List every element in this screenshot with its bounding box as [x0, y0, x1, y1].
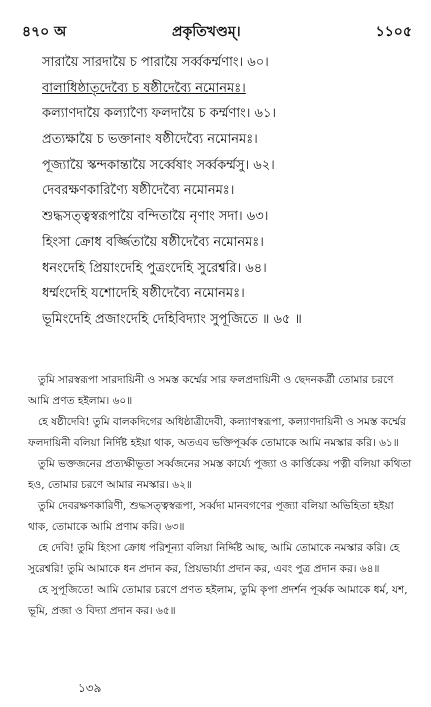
folio-number: ১৩৯ [78, 681, 102, 695]
verse-line: ভূমিংদেহি প্রজাংদেহি দেহিবিদ্যাং সুপূজিতে ॥ ৬৫ ॥ [42, 311, 302, 327]
verse-line: শুদ্ধসত্ত্বস্বরূপায়ৈ বন্দিতায়ৈ নৃণাং সদা। ৬৩। [42, 209, 269, 225]
section-title: প্রকৃতিখণ্ডম্। [172, 24, 241, 40]
running-header [22, 20, 412, 40]
page-number: ১১০৫ [375, 24, 412, 40]
translation-paragraph: তুমি ভক্তজনের প্রত্যক্ষীভূতা সর্ব্বজনের সমস্ত কার্য্যে পূজ্যা ও কার্ত্তিকেয় পত্নী বলিয়া কথিতা হও, তোমার চরণে আমার নমস্কার। ৬২॥ [28, 458, 412, 491]
verse-line: প্রত্যক্ষায়ৈ চ ভক্তানাং ষষ্ঠীদেব্যৈ নমোনমঃ। [42, 132, 258, 148]
sanskrit-verses [42, 50, 412, 333]
chapter-number: ৪৭০ অ [22, 24, 67, 40]
verse-line: ধর্ম্মংদেহি যশোদেহি ষষ্ঠীদেব্যৈ নমোনমঃ। [42, 286, 245, 302]
verse-line: সারায়ৈ সারদায়ৈ চ পারায়ৈ সর্ব্বকর্ম্মণাং। ৬০। [42, 55, 269, 70]
verse-line: দেবরক্ষণকারিণ্যৈ ষষ্ঠীদেব্যৈ নমোনমঃ। [42, 183, 235, 199]
verse-line: কল্যাণদায়ৈ কল্যাণ্যৈ ফলদায়ৈ চ কর্ম্মণাং। ৬১। [42, 106, 277, 122]
translation-paragraph: হে দেবি! তুমি হিংসা ক্রোধ পরিশূন্যা বলিয়া নির্দ্দিষ্ট আছ, আমি তোমাকে নমস্কার করি। হে সুরেশ্বরি! তুমি আমাকে ধন প্রদান কর, প্রিয়ভার্য্যা প্রদান কর, এবং পুত্র প্রদান কর। ৬৪॥ [28, 542, 400, 575]
verse-line: পূজ্যায়ৈ স্কন্দকান্তায়ৈ সর্ব্বেষাং সর্ব্বকর্ম্মসু। ৬২। [42, 157, 275, 173]
bengali-translation [28, 370, 413, 622]
translation-paragraph: তুমি দেবরক্ষণকারিণী, শুদ্ধসত্ত্বস্বরূপা, সর্ব্বদা মানবগণের পূজ্যা বলিয়া অভিহিতা হইয়া থাক, তোমাকে আমি প্রণাম করি। ৬৩॥ [28, 500, 394, 533]
translation-paragraph: তুমি সারস্বরূপা সারদায়িনী ও সমস্ত কর্ম্মের সার ফলপ্রদায়িনী ও ছেদনকর্ত্রী তোমার চরণে আমি প্রণত হইলাম। ৬০॥ [28, 374, 394, 407]
verse-line: ধনংদেহি প্রিয়াংদেহি পুত্রংদেহি সুরেশ্বরি। ৬৪। [42, 260, 267, 276]
verse-line: বালাধিষ্ঠাতৃদেব্যৈ চ ষষ্ঠীদেব্যৈ নমোনমঃ। [42, 80, 246, 96]
translation-paragraph: হে ষষ্ঠীদেবি! তুমি বালকদিগের অধিষ্ঠাত্রীদেবী, কল্যাণস্বরূপা, কল্যাণদায়িনী ও সমস্ত কর্ম্মের ফলদায়িনী বলিয়া নির্দিষ্ট হইয়া থাক, অতএব ভক্তিপূর্ব্বক তোমাকে আমি নমস্কার করি। ৬১॥ [28, 416, 406, 449]
verse-line: হিংসা ক্রোধ বর্জ্জিতায়ৈ ষষ্ঠীদেব্যৈ নমোনমঃ। [42, 234, 264, 250]
translation-paragraph: হে সুপূজিতে! আমি তোমার চরণে প্রণত হইলাম, তুমি কৃপা প্রদর্শন পূর্ব্বক আমাকে ধর্ম, যশ, ভূমি, প্রজা ও বিদ্যা প্রদান কর। ৬৫॥ [28, 584, 408, 617]
